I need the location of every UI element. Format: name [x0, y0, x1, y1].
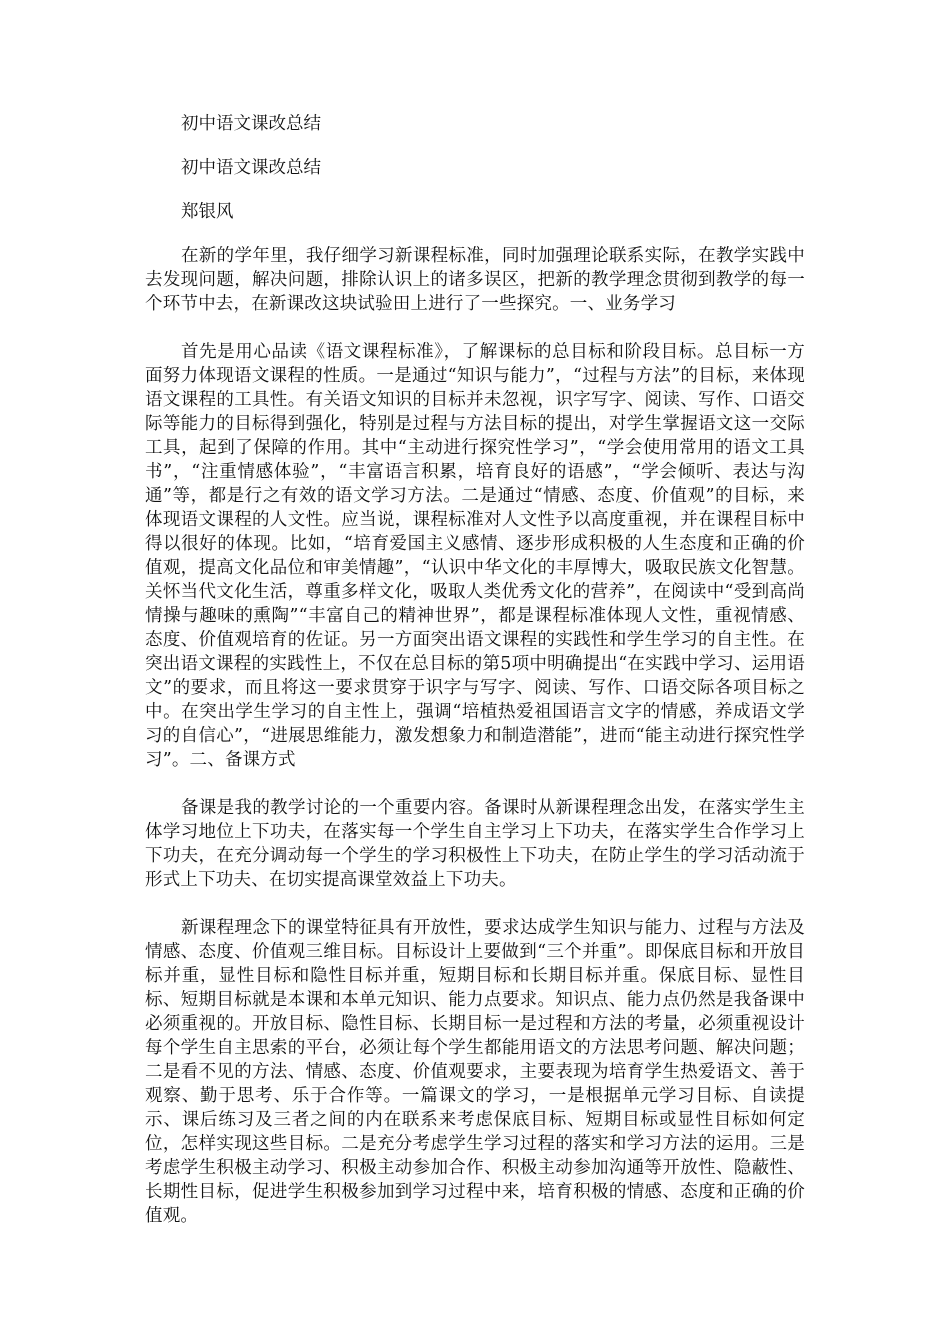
- paragraph-business-study: 首先是用心品读《语文课程标准》，了解课标的总目标和阶段目标。总目标一方面努力体现语文课程的性质。一是通过“知识与能力”，“过程与方法”的目标，来体现语文课程的工具性。有关语文知识的目标并未忽视，识字写字、阅读、写作、口语交际等能力的目标得到强化，特别是过程与方法目标的提出，对学生掌握语文这一交际工具，起到了保障的作用。其中“主动进行探究性学习”，“学会使用常用的语文工具书”，“注重情感体验”，“丰富语言积累，培育良好的语感”，“学会倾听、表达与沟通”等，都是行之有效的语文学习方法。二是通过“情感、态度、价值观”的目标，来体现语文课程的人文性。应当说，课程标准对人文性予以高度重视，并在课程目标中得以很好的体现。比如，“培育爱国主义感情、逐步形成积极的人生态度和正确的价值观，提高文化品位和审美情趣”，“认识中华文化的丰厚博大，吸取民族文化智慧。关怀当代文化生活，尊重多样文化，吸取人类优秀文化的营养”，在阅读中“受到高尚情操与趣味的熏陶”“丰富自己的精神世界”，都是课程标准体现人文性，重视情感、态度、价值观培育的佐证。另一方面突出语文课程的实践性和学生学习的自主性。在突出语文课程的实践性上，不仅在总目标的第5项中明确提出“在实践中学习、运用语文”的要求，而且将这一要求贯穿于识字与写字、阅读、写作、口语交际各项目标之中。在突出学生学习的自主性上，强调“培植热爱祖国语言文字的情感，养成语文学习的自信心”，“进展思维能力，激发想象力和制造潜能”，进而“能主动进行探究性学习”。二、备课方式: [145, 342, 805, 770]
- paragraph-classroom-goals: 新课程理念下的课堂特征具有开放性，要求达成学生知识与能力、过程与方法及情感、态度、价值观三维目标。目标设计上要做到“三个并重”。即保底目标和开放目标并重，显性目标和隐性目标并重，短期目标和长期目标并重。保底目标、显性目标、短期目标就是本课和本单元知识、能力点要求。知识点、能力点仍然是我备课中必须重视的。开放目标、隐性目标、长期目标一是过程和方法的考量，必须重视设计每个学生自主思索的平台，必须让每个学生都能用语文的方法思考问题、解决问题；二是看不见的方法、情感、态度、价值观要求，主要表现为培育学生热爱语文、善于观察、勤于思考、乐于合作等。一篇课文的学习，一是根据单元学习目标、自读提示、课后练习及三者之间的内在联系来考虑保底目标、短期目标或显性目标如何定位，怎样实现这些目标。二是充分考虑学生学习过程的落实和学习方法的运用。三是考虑学生积极主动学习、积极主动参加合作、积极主动参加沟通等开放性、隐蔽性、长期性目标，促进学生积极参加到学习过程中来，培育积极的情感、态度和正确的价值观。: [145, 918, 805, 1226]
- document-author: 郑银风: [181, 202, 234, 222]
- document-page: [145, 112, 805, 1252]
- document-subtitle: 初中语文课改总结: [181, 158, 321, 178]
- document-title: 初中语文课改总结: [181, 114, 321, 134]
- paragraph-lesson-prep: 备课是我的教学讨论的一个重要内容。备课时从新课程理念出发，在落实学生主体学习地位上下功夫，在落实每一个学生自主学习上下功夫，在落实学生合作学习上下功夫，在充分调动每一个学生的学习积极性上下功夫，在防止学生的学习活动流于形式上下功夫、在切实提高课堂效益上下功夫。: [145, 798, 805, 890]
- paragraph-intro: 在新的学年里，我仔细学习新课程标准，同时加强理论联系实际，在教学实践中去发现问题，解决问题，排除认识上的诸多误区，把新的教学理念贯彻到教学的每一个环节中去，在新课改这块试验田上进行了一些探究。一、业务学习: [145, 246, 805, 314]
